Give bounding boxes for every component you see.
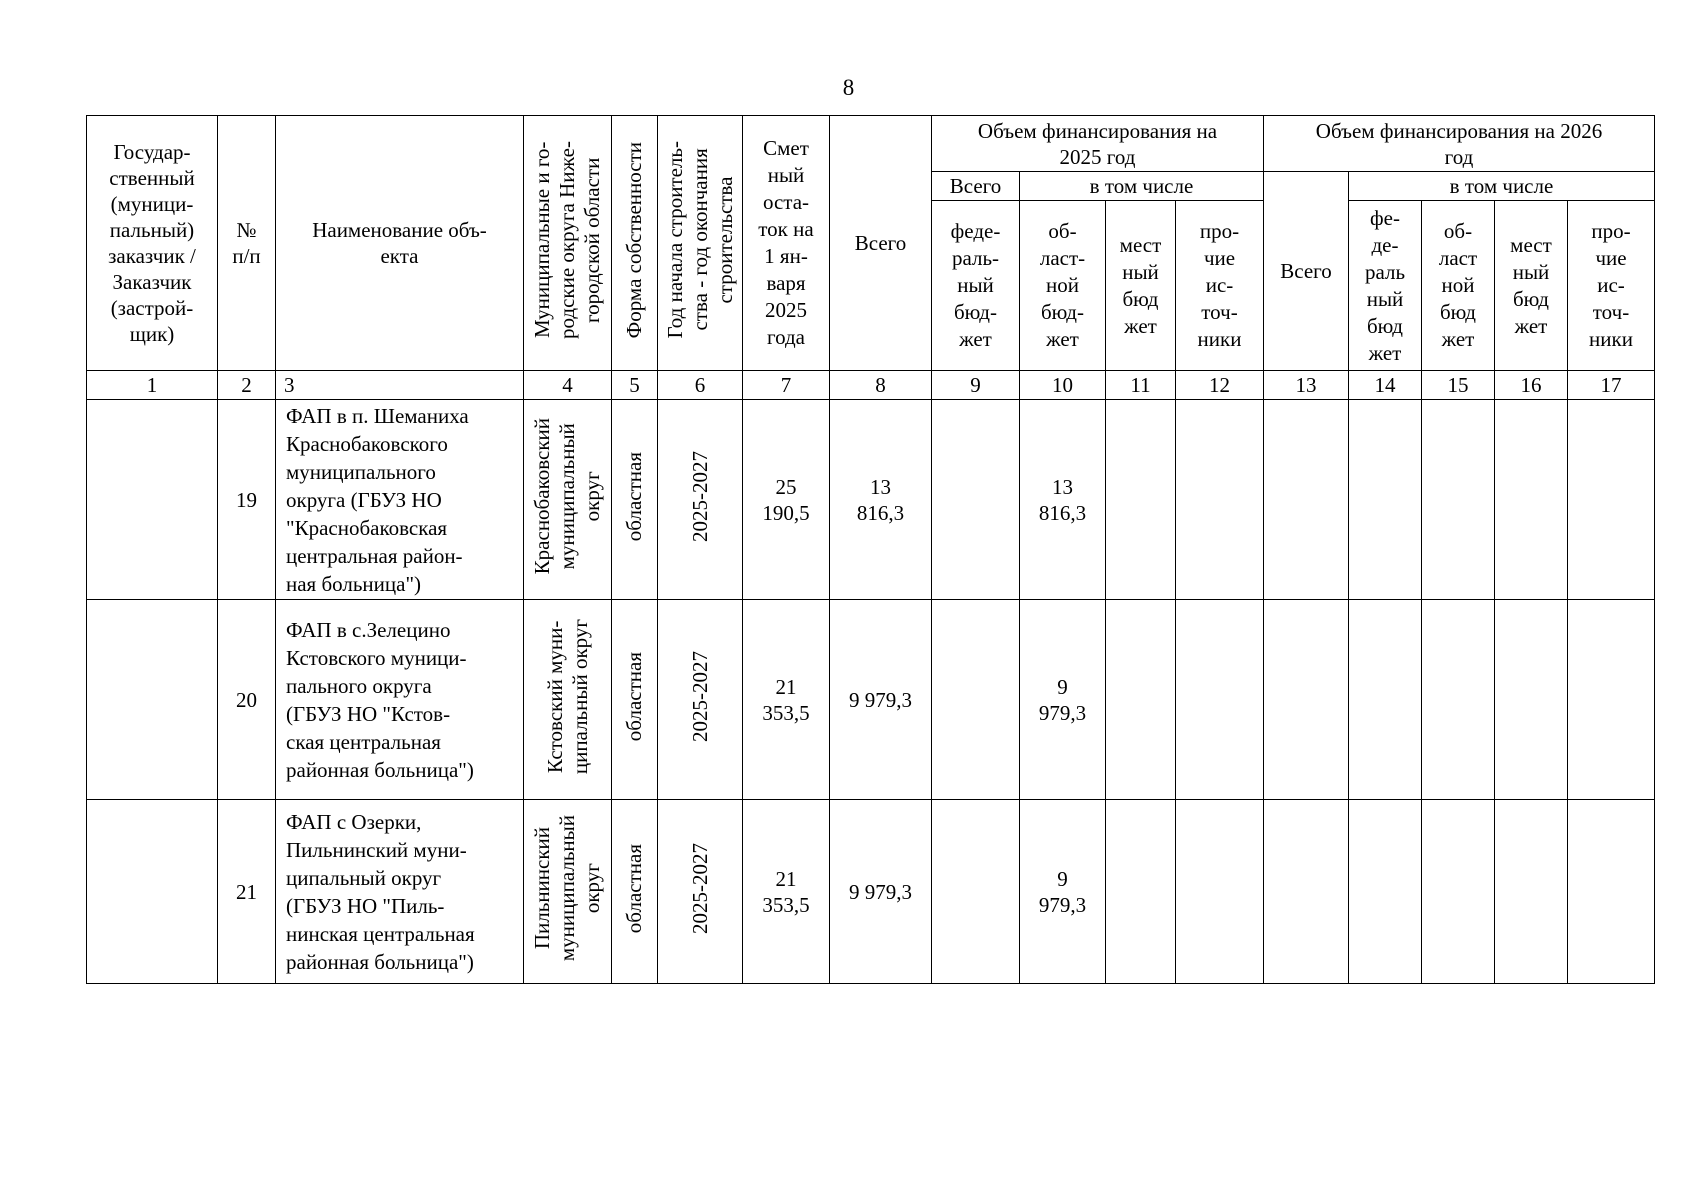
cell-regional-2026 <box>1422 800 1495 984</box>
cell-other-2026 <box>1568 800 1655 984</box>
column-number: 10 <box>1020 371 1106 400</box>
cell-years <box>658 400 743 600</box>
header-local-2026: мест ный бюд жет <box>1495 201 1568 371</box>
cell-other-2025 <box>1176 600 1264 800</box>
header-ownership: Форма собственности <box>622 141 646 339</box>
cell-local-2025 <box>1106 600 1176 800</box>
cell-other-2025 <box>1176 800 1264 984</box>
column-number: 3 <box>276 371 524 400</box>
cell-ownership <box>612 800 658 984</box>
header-including-2025: в том числе <box>1020 172 1264 201</box>
years: 2025-2027 <box>687 843 712 934</box>
cell-num: 20 <box>218 600 276 800</box>
cell-federal-2026 <box>1349 800 1422 984</box>
cell-total: 9 979,3 <box>830 600 932 800</box>
header-municipality-cell <box>524 116 612 371</box>
header-local-2025: мест ный бюд жет <box>1106 201 1176 371</box>
years: 2025-2027 <box>687 651 712 742</box>
header-total-2026: Всего <box>1264 172 1349 371</box>
object-name: ФАП в с.Зелецино Кстовского муници- пального округа (ГБУЗ НО "Кстов- ская центральная районная больница") <box>286 617 474 782</box>
cell-regional-2026 <box>1422 400 1495 600</box>
table-row <box>87 400 1655 600</box>
table-row <box>87 600 1655 800</box>
ownership: областная <box>622 843 646 934</box>
header-municipality: Муниципальные и го- родские округа Ниже- городской области <box>530 141 604 339</box>
header-ownership-cell <box>612 116 658 371</box>
cell-local-2026 <box>1495 600 1568 800</box>
cell-object-name <box>276 400 524 600</box>
cell-local-2026 <box>1495 800 1568 984</box>
cell-regional-2026 <box>1422 600 1495 800</box>
header-remainder: Смет ный оста- ток на 1 ян- варя 2025 года <box>743 116 830 371</box>
column-number: 16 <box>1495 371 1568 400</box>
header-object-name: Наименование объ- екта <box>276 116 524 371</box>
cell-federal-2026 <box>1349 600 1422 800</box>
cell-remainder: 25 190,5 <box>743 400 830 600</box>
column-number: 8 <box>830 371 932 400</box>
cell-municipality <box>524 800 612 984</box>
header-including-2026: в том числе <box>1349 172 1655 201</box>
cell-remainder: 21 353,5 <box>743 600 830 800</box>
cell-local-2025 <box>1106 800 1176 984</box>
cell-regional-2025: 9 979,3 <box>1020 600 1106 800</box>
cell-customer <box>87 800 218 984</box>
financing-table <box>86 115 1655 984</box>
column-number: 17 <box>1568 371 1655 400</box>
header-other-2026: про- чие ис- точ- ники <box>1568 201 1655 371</box>
cell-total-2026 <box>1264 800 1349 984</box>
column-number: 6 <box>658 371 743 400</box>
cell-total: 9 979,3 <box>830 800 932 984</box>
municipality: Пильнинский муниципальный округ <box>530 815 604 962</box>
cell-local-2025 <box>1106 400 1176 600</box>
municipality: Краснобаковский муниципальный округ <box>530 418 604 575</box>
header-num: № п/п <box>218 116 276 371</box>
cell-ownership <box>612 400 658 600</box>
column-number: 2 <box>218 371 276 400</box>
cell-regional-2025: 13 816,3 <box>1020 400 1106 600</box>
cell-federal-2026 <box>1349 400 1422 600</box>
cell-federal-2025 <box>932 600 1020 800</box>
column-number: 13 <box>1264 371 1349 400</box>
column-number: 12 <box>1176 371 1264 400</box>
header-other-2025: про- чие ис- точ- ники <box>1176 201 1264 371</box>
cell-ownership <box>612 600 658 800</box>
cell-federal-2025 <box>932 400 1020 600</box>
cell-other-2025 <box>1176 400 1264 600</box>
header-fin-2025: Объем финансирования на 2025 год <box>932 116 1264 172</box>
municipality: Кстовский муни- ципальный округ <box>542 618 592 775</box>
column-number: 9 <box>932 371 1020 400</box>
cell-other-2026 <box>1568 600 1655 800</box>
page-number: 8 <box>842 75 855 100</box>
cell-regional-2025: 9 979,3 <box>1020 800 1106 984</box>
cell-total-2026 <box>1264 600 1349 800</box>
column-number: 15 <box>1422 371 1495 400</box>
cell-object-name <box>276 800 524 984</box>
ownership: областная <box>622 651 646 742</box>
cell-municipality <box>524 400 612 600</box>
cell-total: 13 816,3 <box>830 400 932 600</box>
column-number: 11 <box>1106 371 1176 400</box>
cell-federal-2025 <box>932 800 1020 984</box>
object-name: ФАП с Озерки, Пильнинский муни- ципальный округ (ГБУЗ НО "Пиль- нинская центральная районная больница") <box>286 809 475 974</box>
column-number: 7 <box>743 371 830 400</box>
header-regional-2026: об- ласт ной бюд жет <box>1422 201 1495 371</box>
header-fin-2026: Объем финансирования на 2026 год <box>1264 116 1655 172</box>
cell-years <box>658 600 743 800</box>
header-federal-2025: феде- раль- ный бюд- жет <box>932 201 1020 371</box>
header-regional-2025: об- ласт- ной бюд- жет <box>1020 201 1106 371</box>
header-customer: Государ- ственный (муници- пальный) заказчик / Заказчик (застрой- щик) <box>87 116 218 371</box>
column-number: 1 <box>87 371 218 400</box>
cell-object-name <box>276 600 524 800</box>
cell-customer <box>87 600 218 800</box>
cell-num: 19 <box>218 400 276 600</box>
header-federal-2026: фе- де- раль ный бюд жет <box>1349 201 1422 371</box>
cell-years <box>658 800 743 984</box>
header-years: Год начала строитель- ства - год окончания строительства <box>662 141 737 339</box>
cell-num: 21 <box>218 800 276 984</box>
cell-local-2026 <box>1495 400 1568 600</box>
cell-remainder: 21 353,5 <box>743 800 830 984</box>
cell-customer <box>87 400 218 600</box>
column-number: 5 <box>612 371 658 400</box>
object-name: ФАП в п. Шеманиха Краснобаковского муниципального округа (ГБУЗ НО "Краснобаковская центральная район- ная больница") <box>286 403 469 596</box>
cell-municipality <box>524 600 612 800</box>
cell-total-2026 <box>1264 400 1349 600</box>
header-total: Всего <box>830 116 932 371</box>
cell-other-2026 <box>1568 400 1655 600</box>
years: 2025-2027 <box>687 451 712 542</box>
table-row <box>87 800 1655 984</box>
column-number: 4 <box>524 371 612 400</box>
column-number: 14 <box>1349 371 1422 400</box>
ownership: областная <box>622 451 646 542</box>
header-total-2025: Всего <box>932 172 1020 201</box>
header-years-cell <box>658 116 743 371</box>
